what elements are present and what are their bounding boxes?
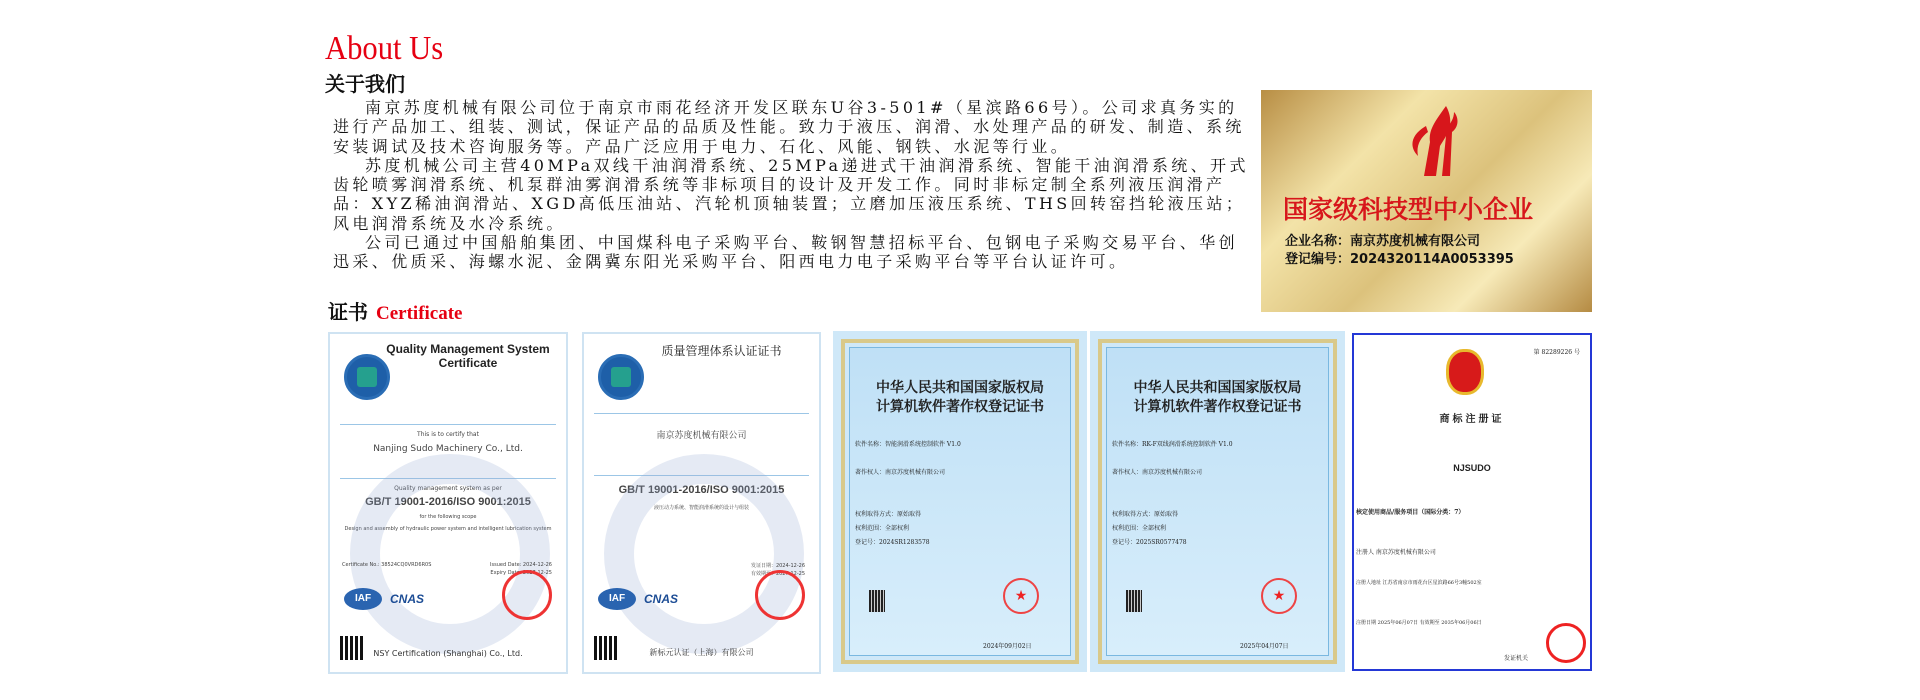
software-name: 软件名称：RK-F双线润滑系统控制软件 V1.0 [1112, 441, 1233, 448]
software-copyright-certificate[interactable] [833, 331, 1087, 672]
plaque-company: 企业名称：南京苏度机械有限公司 [1285, 234, 1481, 249]
goods-class: 核定使用商品/服务项目（国际分类：7） [1356, 509, 1465, 516]
torch-logo-icon [1406, 106, 1462, 178]
registrant: 注册人 南京苏度机械有限公司 [1356, 549, 1436, 556]
cnas-logo-icon: CNAS [644, 592, 679, 606]
intro-paragraph: 南京苏度机械有限公司位于南京市雨花经济开发区联东U谷3-501#（星滨路66号）。公司求真务实的进行产品加工、组装、测试，保证产品的品质及性能。致力于液压、润滑、水处理产品的研发、制造、系统安装调试及技术咨询服务等。产品广泛应用于电力、石化、风能、钢铁、水泥等行业。 [333, 98, 1245, 156]
cert-scope: Design and assembly of hydraulic power system and intelligent lubrication system [344, 526, 552, 532]
cert-title: 中华人民共和国国家版权局 [1133, 380, 1302, 396]
cert-company: 南京苏度机械有限公司 [656, 431, 747, 441]
cert-subtitle: 计算机软件著作权登记证书 [1133, 399, 1302, 415]
trademark-number: 第 82289226 号 [1533, 349, 1580, 356]
rights-method: 权利取得方式：原始取得 [855, 511, 922, 518]
nsy-logo-icon [598, 354, 644, 400]
software-name: 软件名称：智能润滑系统控制软件 V1.0 [855, 441, 961, 448]
cert-standard: GB/T 19001-2016/ISO 9001:2015 [618, 484, 785, 496]
nsy-logo-icon [344, 354, 390, 400]
seal-icon [1546, 623, 1586, 663]
seal-icon [502, 570, 552, 620]
reg-date: 注册日期 2025年06月07日 有效期至 2035年06月06日 [1356, 620, 1482, 626]
cert-issuer: NSY Certification (Shanghai) Co., Ltd. [373, 649, 523, 658]
software-copyright-certificate[interactable] [1090, 331, 1345, 672]
company-intro [333, 98, 1251, 272]
cert-title: 中华人民共和国国家版权局 [876, 380, 1044, 396]
cert-text: for the following scope [419, 514, 477, 520]
seal-icon [755, 570, 805, 620]
cert-subtitle: 计算机软件著作权登记证书 [876, 399, 1044, 415]
certificate-heading [328, 296, 463, 325]
issuer: 发证机关 [1504, 655, 1529, 662]
watermark-icon [604, 454, 804, 654]
cert-expiry: Expiry Date: 2027-12-25 [490, 570, 552, 576]
rights-scope: 权利范围：全部权利 [855, 525, 910, 532]
barcode-icon [1126, 590, 1142, 612]
iso-certificate-cn[interactable] [582, 332, 821, 674]
intro-paragraph: 公司已通过中国船舶集团、中国煤科电子采购平台、鞍钢智慧招标平台、包钢电子采购交易平台、华创迅采、优质采、海螺水泥、金隅冀东阳光采购平台、阳西电力电子采购平台等平台认证许可。 [333, 233, 1239, 272]
cert-text: Quality management system as per [394, 485, 502, 492]
cert-issued: 发证日期：2024-12-26 [750, 563, 805, 569]
iaf-logo-icon: IAF [598, 588, 636, 610]
software-owner: 著作权人：南京苏度机械有限公司 [1112, 469, 1203, 476]
cert-title: Quality Management System Certificate [386, 342, 550, 370]
registrant-address: 注册人地址 江苏省南京市雨花台区星滨路66号3幢502室 [1356, 580, 1482, 586]
tech-sme-plaque [1261, 90, 1592, 312]
seal-icon: ★ [1003, 578, 1039, 614]
barcode-icon [869, 590, 885, 612]
rights-method: 权利取得方式：原始取得 [1112, 511, 1179, 518]
trademark-brand: NJSUDO [1453, 463, 1491, 473]
cnas-logo-icon: CNAS [390, 592, 425, 606]
national-emblem-icon [1446, 349, 1484, 395]
cert-title: 质量管理体系认证证书 [661, 344, 782, 358]
plaque-reg-no: 登记编号：2024320114A0053395 [1285, 252, 1514, 267]
rights-scope: 权利范围：全部权利 [1112, 525, 1167, 532]
cert-number: Certificate No.: 38524CQ0VRD6R0S [342, 562, 432, 568]
cert-date: 2025年04月07日 [1240, 643, 1289, 650]
cert-standard: GB/T 19001-2016/ISO 9001:2015 [365, 496, 531, 508]
software-owner: 著作权人：南京苏度机械有限公司 [855, 469, 946, 476]
trademark-certificate[interactable] [1352, 333, 1592, 671]
cert-text: This is to certify that [417, 431, 479, 438]
cert-expiry: 有效期至：2027-12-25 [750, 571, 805, 577]
cert-issued: Issued Date: 2024-12-26 [490, 562, 552, 568]
cert-title: 商标注册证 [1439, 414, 1505, 425]
cert-scope: 液压动力系统、智能润滑系统的设计与组装 [653, 505, 749, 511]
plaque-title: 国家级科技型中小企业 [1283, 195, 1534, 224]
reg-number: 登记号：2024SR1283578 [855, 539, 930, 546]
iaf-logo-icon: IAF [344, 588, 382, 610]
reg-number: 登记号：2025SR0577478 [1112, 539, 1187, 546]
cert-date: 2024年09月02日 [983, 643, 1032, 650]
certificate-title-en: Certificate [376, 303, 463, 324]
about-title-en: About Us [325, 30, 444, 67]
certificate-title-cn: 证书 [328, 300, 368, 324]
cert-issuer: 新标元认证（上海）有限公司 [649, 648, 754, 657]
cert-company: Nanjing Sudo Machinery Co., Ltd. [373, 444, 523, 454]
seal-icon: ★ [1261, 578, 1297, 614]
about-title-cn: 关于我们 [325, 72, 405, 96]
watermark-icon [350, 454, 550, 654]
intro-paragraph: 苏度机械公司主营40MPa双线干油润滑系统、25MPa递进式干油润滑系统、智能干油润滑系统、开式齿轮喷雾润滑系统、机泵群油雾润滑系统等非标项目的设计及开发工作。同时非标定制全系列液压润滑产品：XYZ稀油润滑站、XGD高低压油站、汽轮机顶轴装置；立磨加压液压系统、THS回转窑挡轮液压站；风电润滑系统及水冷系统。 [333, 155, 1249, 233]
iso-certificate-en[interactable] [328, 332, 568, 674]
